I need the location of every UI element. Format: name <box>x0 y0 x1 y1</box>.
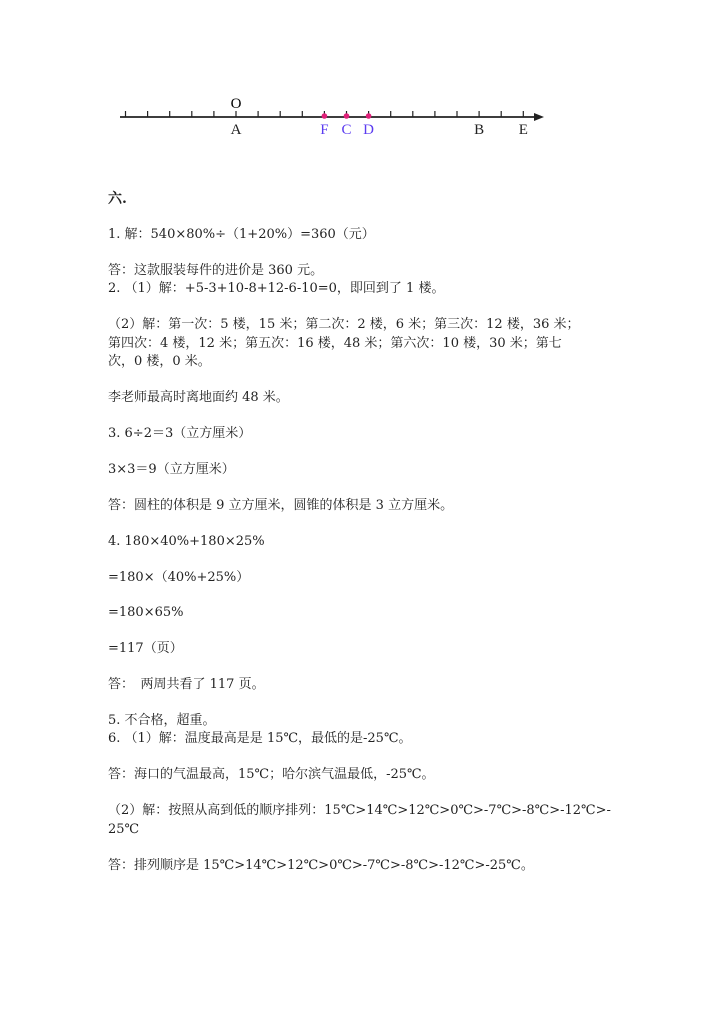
point-label-a: A <box>230 122 242 138</box>
axis-arrow <box>534 113 544 121</box>
point-d-marker <box>366 113 372 119</box>
text-line: 答：这款服装每件的进价是 360 元。 <box>108 263 324 278</box>
text-line: 6. （1）解：温度最高是是 15℃，最低的是-25℃。 <box>108 731 412 746</box>
text-line: 1. 解：540×80%÷（1+20%）=360（元） <box>108 227 375 242</box>
point-label-d: D <box>363 122 375 138</box>
text-line: 2. （1）解：+5-3+10-8+12-6-10=0，即回到了 1 楼。 <box>108 281 445 296</box>
text-line: 25℃ <box>108 822 140 837</box>
text-line: 次，0 楼，0 米。 <box>108 354 211 369</box>
text-line: =180×65% <box>108 605 184 620</box>
text-line: 3×3＝9（立方厘米） <box>108 462 235 477</box>
point-f-marker <box>322 113 328 119</box>
point-label-f: F <box>320 122 329 138</box>
number-line <box>0 0 720 150</box>
text-line: （2）解：第一次：5 楼，15 米；第二次：2 楼，6 米；第三次：12 楼，36 米； <box>108 317 580 332</box>
text-line: 答：排列顺序是 15℃>14℃>12℃>0℃>-7℃>-8℃>-12℃>-25℃。 <box>108 858 534 873</box>
text-line: 答：圆柱的体积是 9 立方厘米，圆锥的体积是 3 立方厘米。 <box>108 498 454 513</box>
text-line: 3. 6÷2＝3（立方厘米） <box>108 426 252 441</box>
text-line: 第四次：4 楼，12 米；第五次：16 楼，48 米；第六次：10 楼，30 米；第七 <box>108 336 562 351</box>
point-label-b: B <box>474 122 485 138</box>
text-line: 答：海口的气温最高，15℃；哈尔滨气温最低，-25℃。 <box>108 767 435 782</box>
text-line: =117（页） <box>108 641 183 656</box>
text-line: =180×（40%+25%） <box>108 570 250 585</box>
origin-label: O <box>230 96 242 112</box>
text-line: 李老师最高时离地面约 48 米。 <box>108 390 289 405</box>
text-line: （2）解：按照从高到低的顺序排列：15℃>14℃>12℃>0℃>-7℃>-8℃>-12℃>- <box>108 803 611 818</box>
text-line: 5. 不合格，超重。 <box>108 713 216 728</box>
point-c-marker <box>344 113 350 119</box>
point-label-e: E <box>518 122 528 138</box>
section-title: 六. <box>108 191 127 207</box>
text-line: 答： 两周共看了 117 页。 <box>108 677 265 692</box>
point-label-c: C <box>341 122 352 138</box>
text-line: 4. 180×40%+180×25% <box>108 534 265 549</box>
